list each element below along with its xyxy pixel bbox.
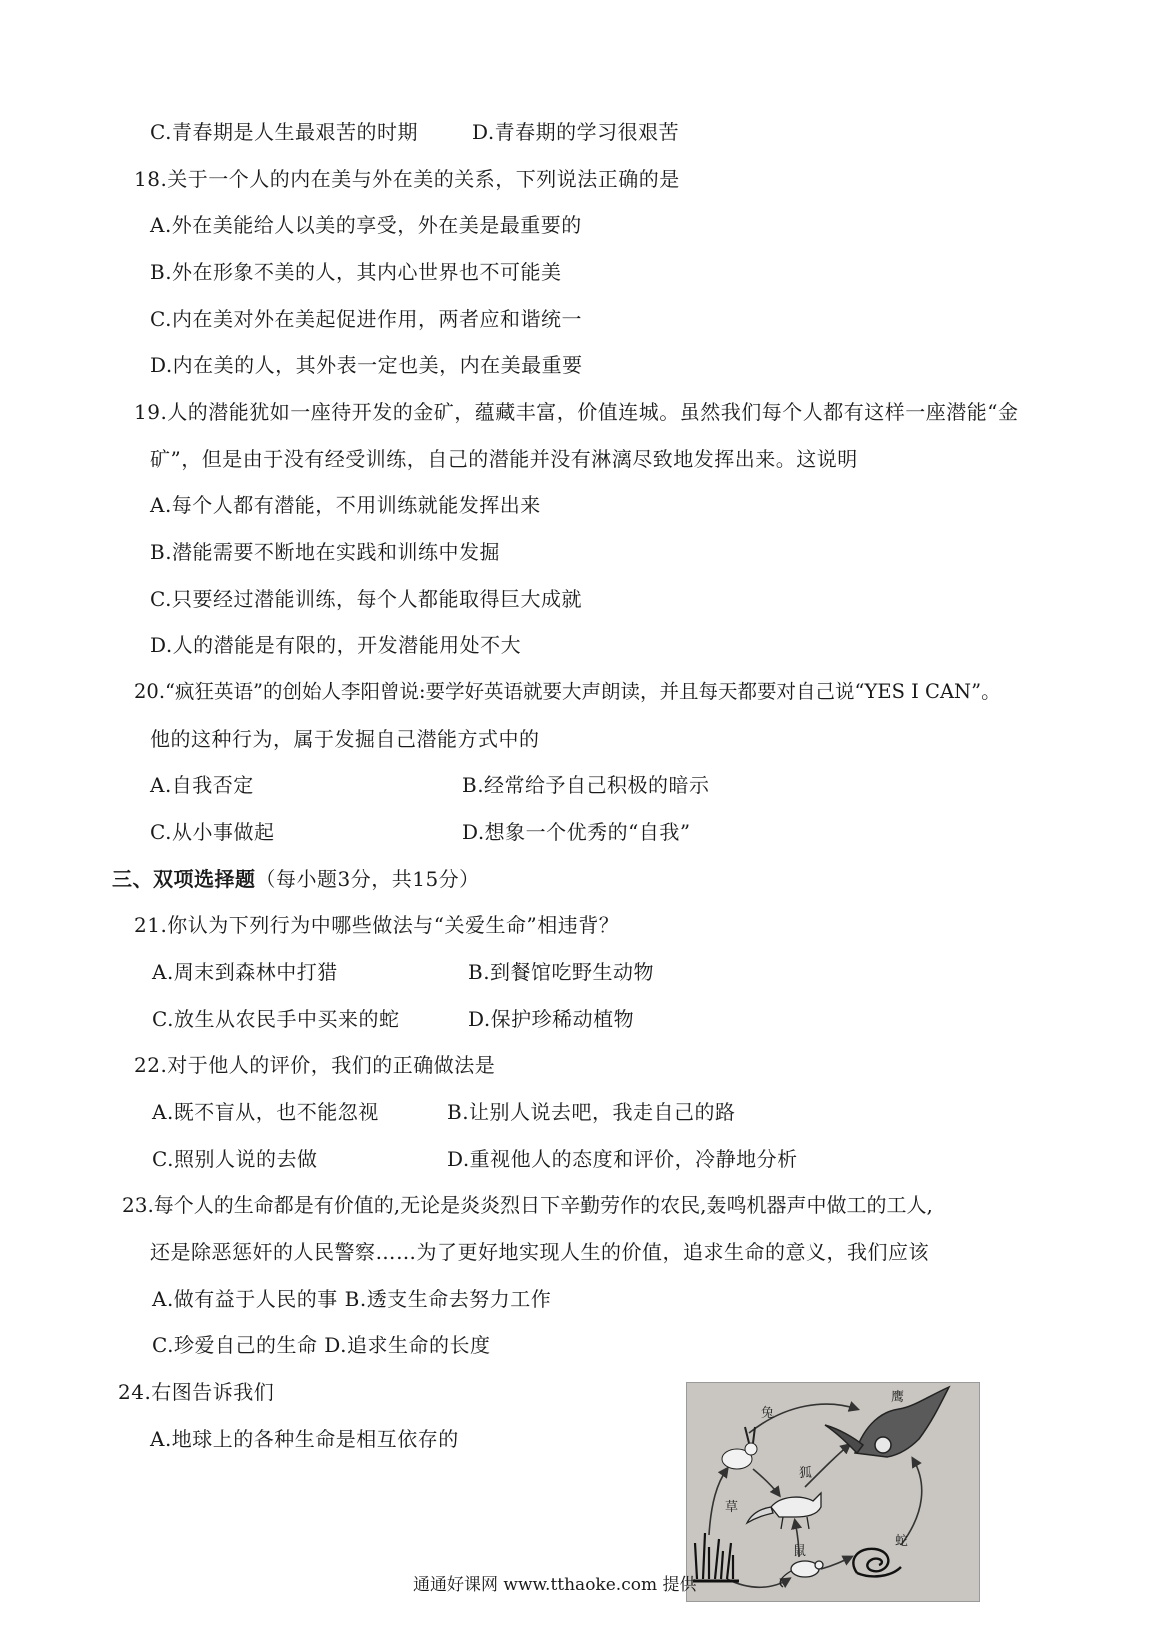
eagle-icon [825, 1387, 949, 1457]
q20-stem-line2: 他的这种行为，属于发掘自己潜能方式中的 [150, 727, 540, 751]
q22-stem: 22.对于他人的评价，我们的正确做法是 [134, 1053, 496, 1077]
q17-options-cd [150, 119, 680, 145]
option-c: C.放生从农民手中买来的蛇 [152, 1007, 400, 1031]
q20-stem-line1: 20.“疯狂英语”的创始人李阳曾说:要学好英语就要大声朗读，并且每天都要对自己说“YES I CAN”。 [134, 680, 1001, 703]
label-fox: 狐 [799, 1466, 813, 1481]
q18-stem: 18.关于一个人的内在美与外在美的关系，下列说法正确的是 [134, 167, 680, 191]
q21-options-ab [152, 959, 655, 985]
q19-option-d: D.人的潜能是有限的，开发潜能用处不大 [150, 633, 522, 657]
food-web-diagram [687, 1383, 979, 1601]
q23-stem-line1: 23.每个人的生命都是有价值的,无论是炎炎烈日下辛勤劳作的农民,轰鸣机器声中做工的工人, [122, 1193, 933, 1217]
q19-option-a: A.每个人都有潜能，不用训练就能发挥出来 [150, 493, 541, 517]
section-note: （每小题3分，共15分） [255, 867, 480, 891]
label-snake: 蛇 [895, 1534, 909, 1549]
arrow-rabbit-fox [753, 1469, 779, 1495]
q23-options-ab: A.做有益于人民的事 B.透支生命去努力工作 [152, 1287, 552, 1311]
option-a: A.自我否定 [150, 773, 254, 797]
q20-options-ab [150, 772, 710, 798]
q18-option-d: D.内在美的人，其外表一定也美，内在美最重要 [150, 353, 583, 377]
option-d: D.保护珍稀动植物 [468, 1007, 635, 1031]
q23-stem-line2: 还是除恶惩奸的人民警察……为了更好地实现人生的价值，追求生命的意义，我们应该 [150, 1240, 929, 1264]
q22-options-cd [152, 1146, 798, 1172]
mouse-icon [780, 1561, 823, 1587]
arrow-mouse-snake [821, 1557, 851, 1569]
q24-option-a: A.地球上的各种生命是相互依存的 [150, 1427, 459, 1451]
arrow-snake-eagle [901, 1459, 922, 1545]
q18-option-b: B.外在形象不美的人，其内心世界也不可能美 [150, 260, 562, 284]
option-c: C.从小事做起 [150, 820, 275, 844]
option-b: B.经常给予自己积极的暗示 [462, 773, 710, 797]
section-title: 三、双项选择题 [112, 867, 256, 891]
q19-option-c: C.只要经过潜能训练，每个人都能取得巨大成就 [150, 587, 582, 611]
q20-options-cd [150, 819, 691, 845]
q19-option-b: B.潜能需要不断地在实践和训练中发掘 [150, 540, 501, 564]
option-d: D.想象一个优秀的“自我” [462, 820, 691, 844]
rabbit-icon [722, 1427, 757, 1469]
snake-icon [853, 1549, 901, 1577]
q21-options-cd [152, 1006, 635, 1032]
option-d: D.青春期的学习很艰苦 [472, 120, 680, 144]
q18-option-c: C.内在美对外在美起促进作用，两者应和谐统一 [150, 307, 582, 331]
food-web-figure [686, 1382, 980, 1602]
fox-icon [747, 1493, 821, 1529]
label-grass: 草 [725, 1500, 739, 1515]
option-c: C.照别人说的去做 [152, 1147, 318, 1171]
option-a: A.周末到森林中打猎 [152, 960, 338, 984]
q19-stem-line2: 矿”，但是由于没有经受训练，自己的潜能并没有淋漓尽致地发挥出来。这说明 [150, 447, 858, 471]
section-3-heading [112, 866, 480, 892]
option-b: B.到餐馆吃野生动物 [468, 960, 655, 984]
option-d: D.重视他人的态度和评价，冷静地分析 [447, 1147, 798, 1171]
q21-stem: 21.你认为下列行为中哪些做法与“关爱生命”相违背？ [134, 913, 620, 937]
label-eagle: 鹰 [891, 1390, 905, 1405]
q19-stem-line1: 19.人的潜能犹如一座待开发的金矿，蕴藏丰富，价值连城。虽然我们每个人都有这样一座潜能“金 [134, 400, 1019, 424]
label-rabbit: 兔 [761, 1406, 775, 1421]
q18-option-a: A.外在美能给人以美的享受，外在美是最重要的 [150, 213, 582, 237]
q22-options-ab [152, 1099, 736, 1125]
option-c: C.青春期是人生最艰苦的时期 [150, 120, 418, 144]
q24-stem: 24.右图告诉我们 [118, 1380, 275, 1404]
q23-options-cd: C.珍爱自己的生命 D.追求生命的长度 [152, 1333, 491, 1357]
grass-icon [693, 1533, 739, 1581]
label-mouse: 鼠 [793, 1544, 807, 1559]
option-b: B.让别人说去吧，我走自己的路 [447, 1100, 736, 1124]
option-a: A.既不盲从，也不能忽视 [152, 1100, 379, 1124]
page-footer: 通通好课网 www.tthaoke.com 提供 [413, 1575, 697, 1595]
